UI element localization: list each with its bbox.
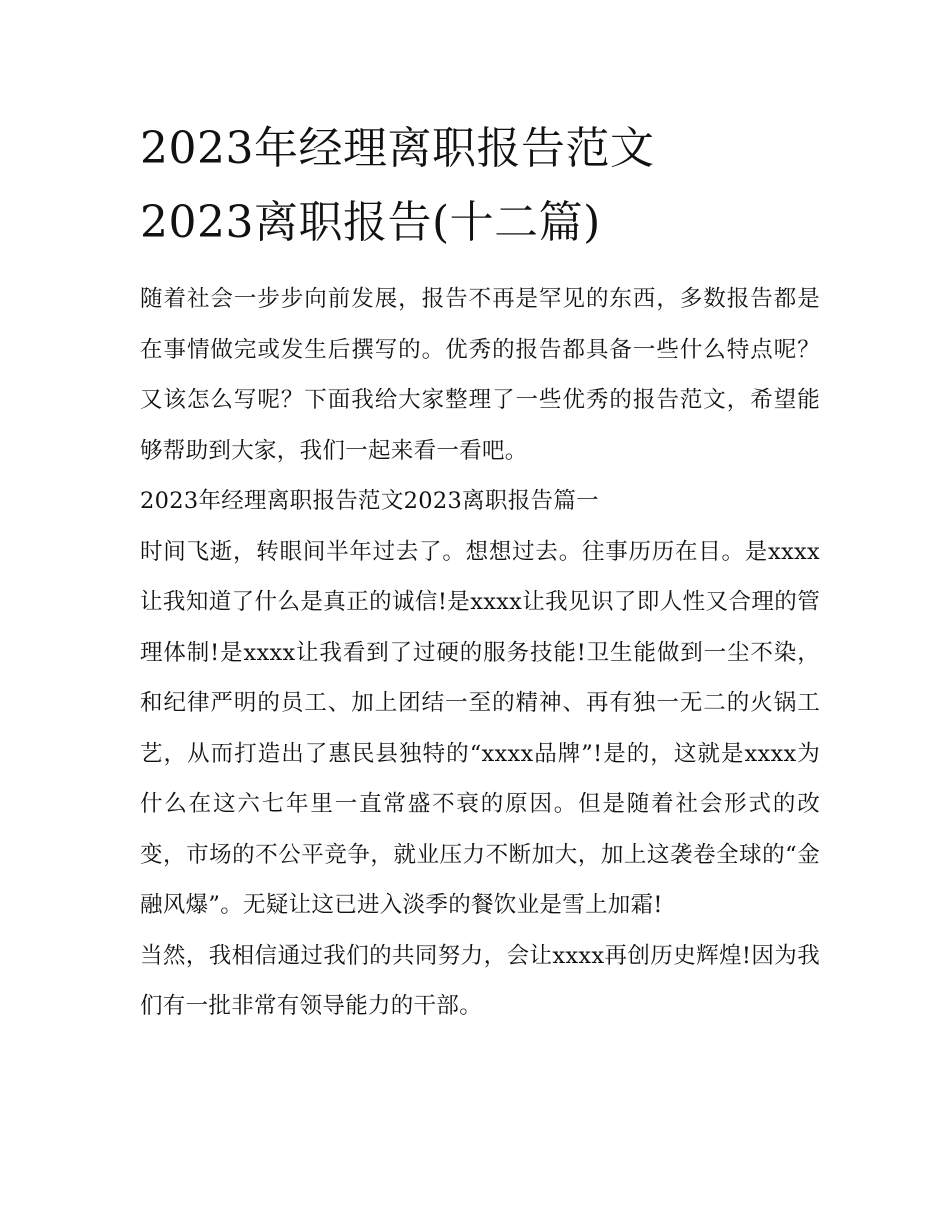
intro-paragraph: 随着社会一步步向前发展，报告不再是罕见的东西，多数报告都是在事情做完或发生后撰写的。优秀的报告都具备一些什么特点呢？又该怎么写呢？下面我给大家整理了一些优秀的报告范文，希望能够帮助到大家，我们一起来看一看吧。 [140,286,820,464]
body-paragraph-1: 时间飞逝，转眼间半年过去了。想想过去。往事历历在目。是xxxx让我知道了什么是真正的诚信!是xxxx让我见识了即人性又合理的管理体制!是xxxx让我看到了过硬的服务技能!卫生能做到一尘不染，和纪律严明的员工、加上团结一至的精神、再有独一无二的火锅工艺，从而打造出了惠民县独特的“xxxx品牌”!是的，这就是xxxx为什么在这六七年里一直常盛不衰的原因。但是随着社会形式的改变，市场的不公平竞争，就业压力不断加大，加上这袭卷全球的“金融风爆”。无疑让这已进入淡季的餐饮业是雪上加霜! [140,538,820,918]
title-line-2: 2023离职报告(十二篇) [140,197,601,248]
section-heading: 2023年经理离职报告范文2023离职报告篇一 [140,488,599,514]
document-content [140,112,820,1032]
document-body [140,274,820,1032]
document-title [140,112,820,260]
body-paragraph-2: 当然，我相信通过我们的共同努力，会让xxxx再创历史辉煌!因为我们有一批非常有领导能力的干部。 [140,942,820,1019]
title-line-1: 2023年经理离职报告范文 [140,123,655,174]
